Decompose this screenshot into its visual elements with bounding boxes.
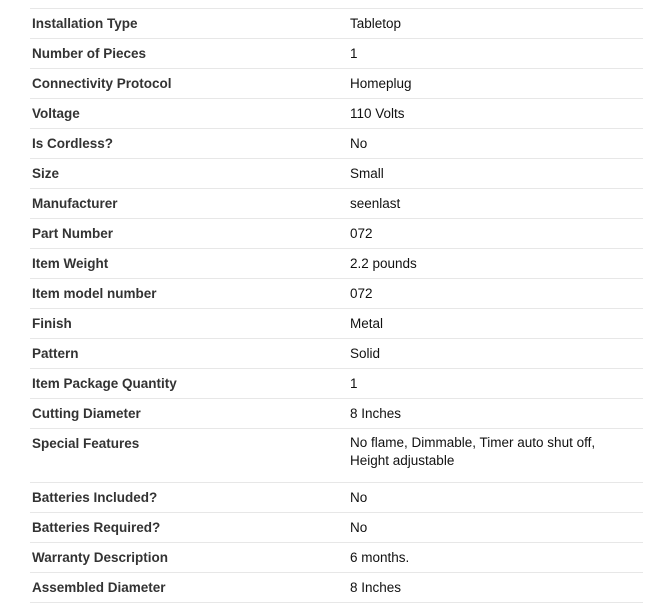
spec-row-installation-type [30, 9, 643, 39]
spec-value: 6 months. [350, 549, 410, 565]
spec-label: Is Cordless? [32, 135, 114, 151]
spec-value: No [350, 135, 368, 151]
spec-label: Batteries Included? [32, 489, 158, 505]
spec-label: Item model number [32, 285, 157, 301]
spec-row-item-package-quantity [30, 369, 643, 399]
spec-value: No [350, 519, 368, 535]
spec-label: Voltage [32, 105, 80, 121]
spec-value: 1 [350, 375, 358, 391]
spec-label: Number of Pieces [32, 45, 147, 61]
spec-value: 072 [350, 225, 373, 241]
spec-label: Part Number [32, 225, 114, 241]
spec-label: Pattern [32, 345, 79, 361]
spec-label: Item Package Quantity [32, 375, 177, 391]
spec-row-batteries-required [30, 513, 643, 543]
spec-row-item-model-number [30, 279, 643, 309]
spec-row-special-features [30, 429, 643, 483]
spec-row-batteries-included [30, 483, 643, 513]
spec-label: Size [32, 165, 60, 181]
product-specifications-table [30, 8, 643, 603]
spec-label: Cutting Diameter [32, 405, 141, 421]
spec-value: 2.2 pounds [350, 255, 417, 271]
spec-label: Manufacturer [32, 195, 118, 211]
spec-row-voltage [30, 99, 643, 129]
spec-value: 072 [350, 285, 373, 301]
spec-value: Metal [350, 315, 384, 331]
spec-row-number-of-pieces [30, 39, 643, 69]
spec-row-manufacturer [30, 189, 643, 219]
spec-value: Small [350, 165, 384, 181]
spec-value: No flame, Dimmable, Timer auto shut off, Height adjustable [350, 435, 596, 468]
spec-value: Tabletop [350, 15, 402, 31]
spec-row-is-cordless [30, 129, 643, 159]
spec-value: 110 Volts [350, 105, 405, 121]
spec-row-cutting-diameter [30, 399, 643, 429]
spec-label: Special Features [32, 436, 140, 451]
spec-label: Batteries Required? [32, 519, 161, 535]
spec-label: Assembled Diameter [32, 579, 166, 595]
spec-value: Homeplug [350, 75, 412, 91]
spec-label: Connectivity Protocol [32, 75, 172, 91]
spec-value: seenlast [350, 195, 401, 211]
spec-value: No [350, 489, 368, 505]
spec-row-part-number [30, 219, 643, 249]
spec-row-pattern [30, 339, 643, 369]
spec-value: 1 [350, 45, 358, 61]
spec-label: Finish [32, 315, 72, 331]
spec-row-assembled-diameter [30, 573, 643, 603]
spec-row-item-weight [30, 249, 643, 279]
spec-row-finish [30, 309, 643, 339]
spec-row-warranty-description [30, 543, 643, 573]
spec-value: 8 Inches [350, 579, 402, 595]
spec-label: Item Weight [32, 255, 109, 271]
spec-row-connectivity-protocol [30, 69, 643, 99]
spec-label: Warranty Description [32, 549, 169, 565]
spec-row-size [30, 159, 643, 189]
spec-value: Solid [350, 345, 381, 361]
spec-label: Installation Type [32, 15, 138, 31]
spec-value: 8 Inches [350, 405, 402, 421]
